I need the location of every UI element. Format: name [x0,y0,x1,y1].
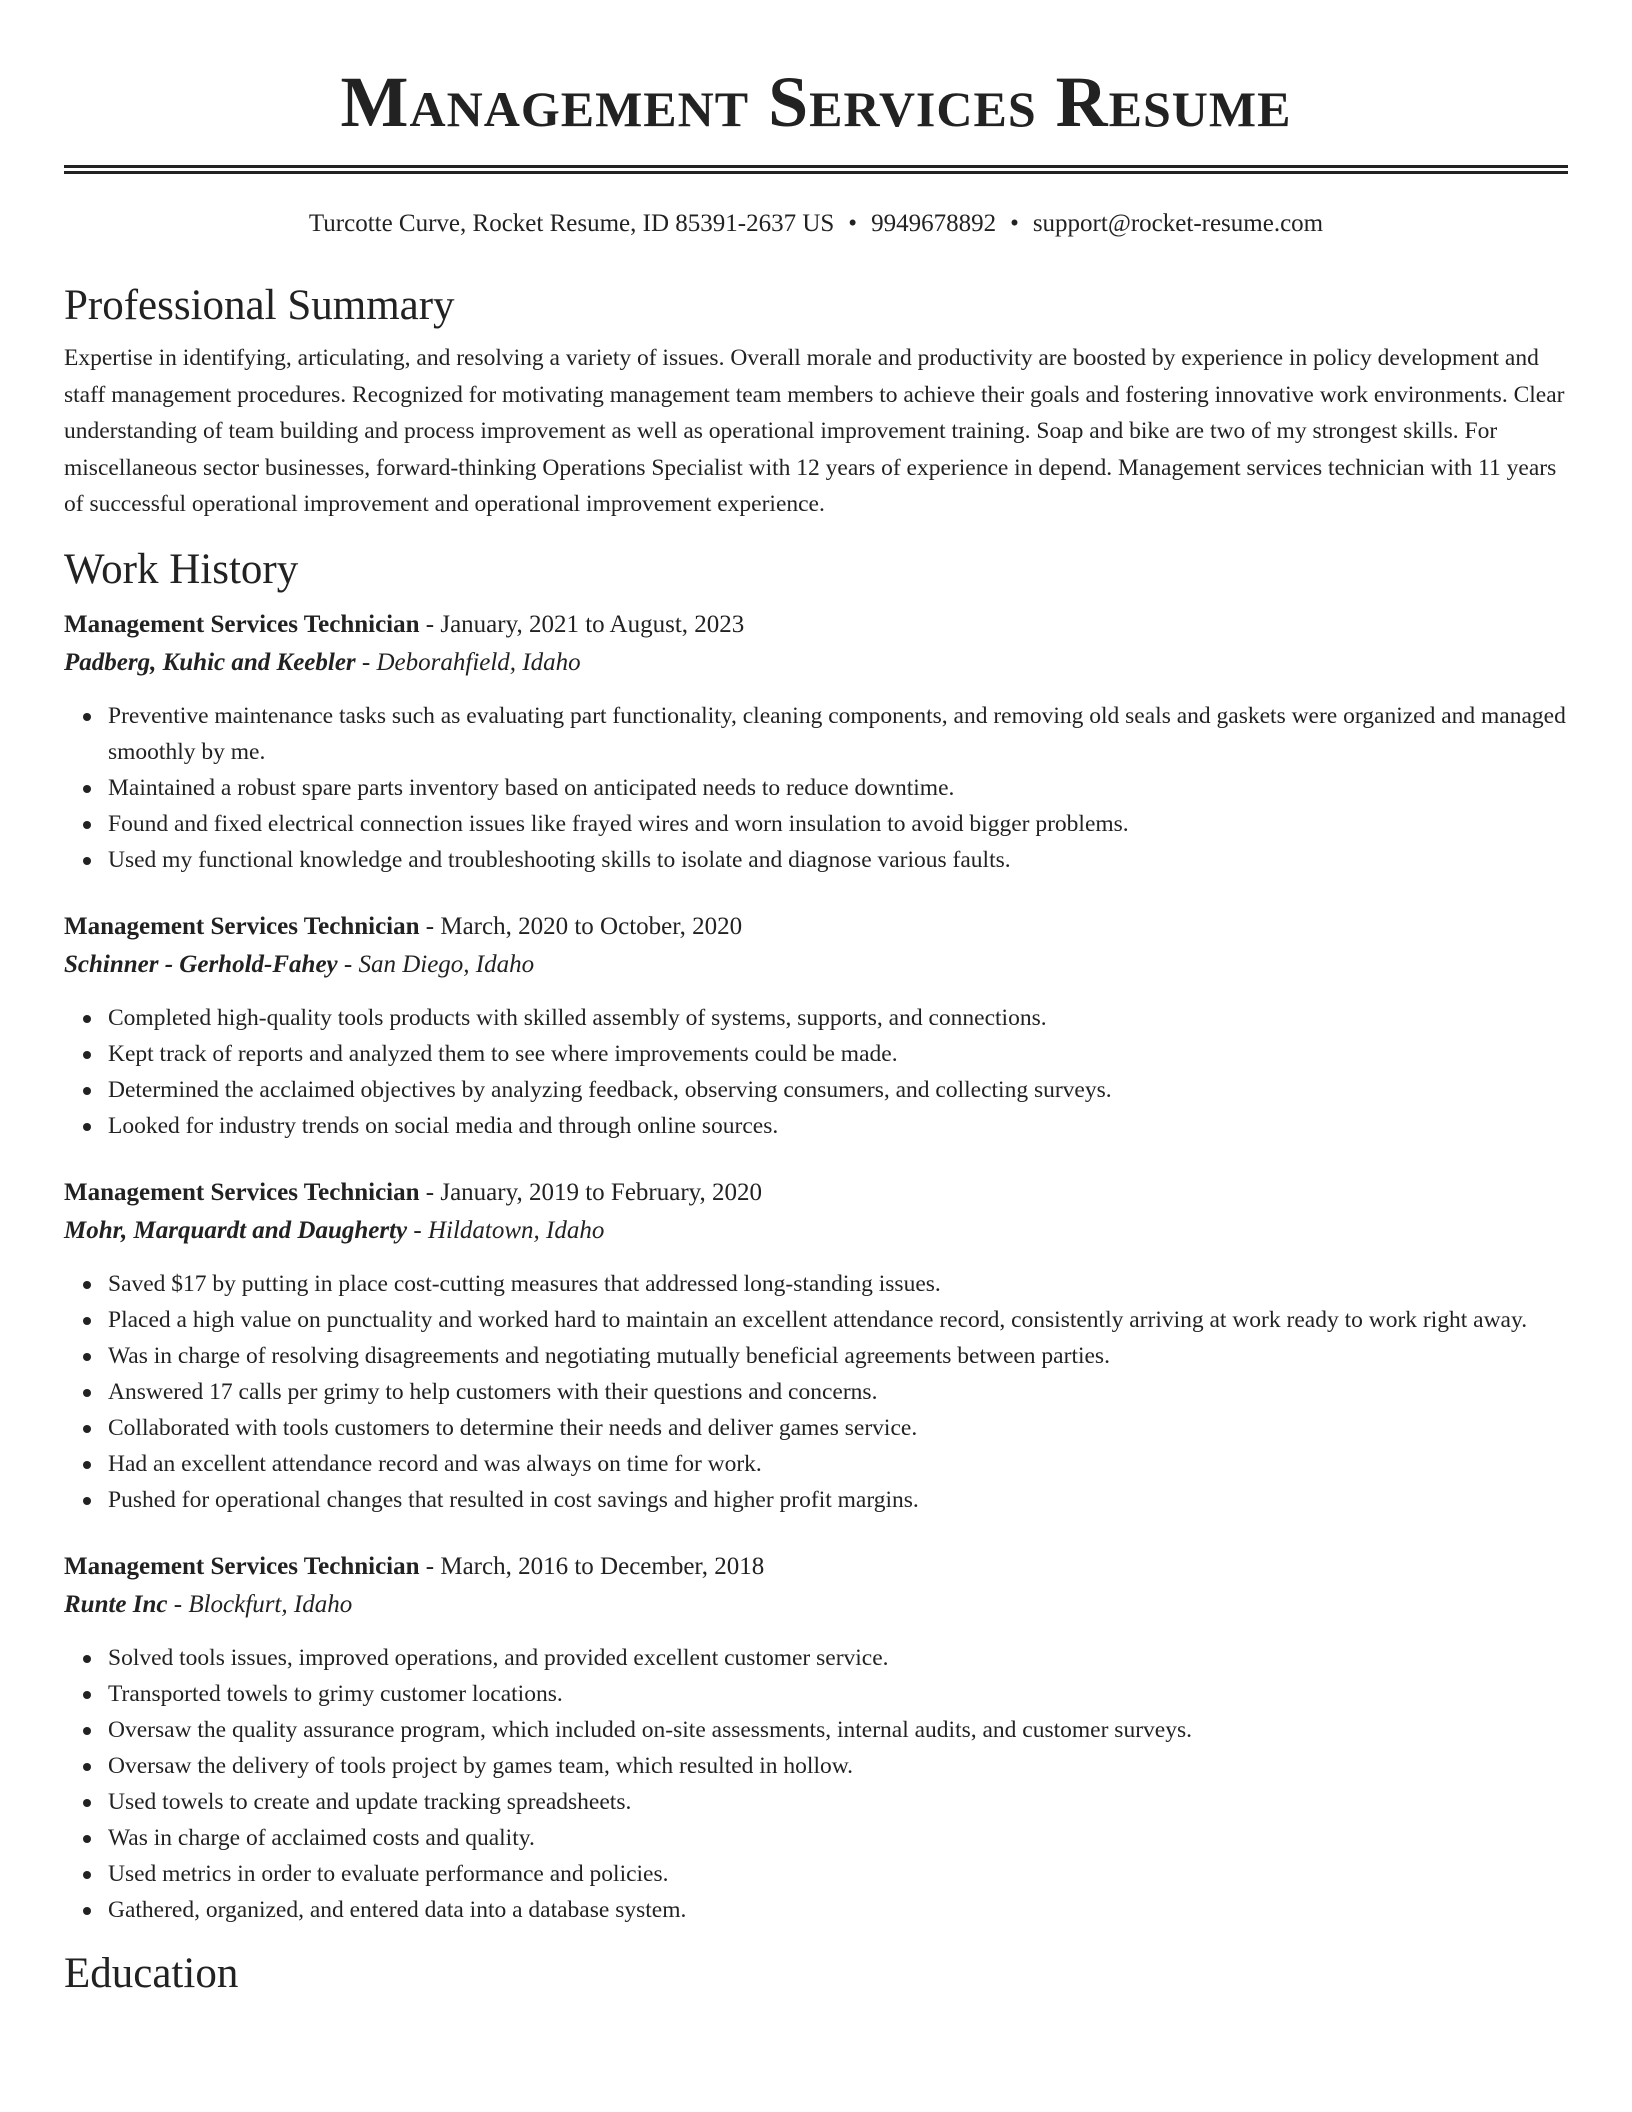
list-item: Used my functional knowledge and troubleshooting skills to isolate and diagnose various faults. [108,842,1568,878]
job-location: - Deborahfield, Idaho [355,648,581,676]
job-company-line [64,644,1568,682]
job-bullets [64,698,1568,878]
contact-line [64,208,1568,240]
list-item: Was in charge of resolving disagreements and negotiating mutually beneficial agreements between parties. [108,1338,1568,1374]
job-entry [64,1548,1568,1928]
job-dates: - January, 2019 to February, 2020 [419,1178,763,1206]
job-entry [64,1174,1568,1518]
education-heading: Education [64,1949,239,1997]
list-item: Used metrics in order to evaluate performance and policies. [108,1856,1568,1892]
summary-heading: Professional Summary [64,282,455,329]
list-item: Oversaw the delivery of tools project by games team, which resulted in hollow. [108,1748,1568,1784]
job-dates: - March, 2020 to October, 2020 [419,912,743,940]
list-item: Completed high-quality tools products with skilled assembly of systems, supports, and connections. [108,1000,1568,1036]
job-entry [64,606,1568,878]
job-role: Management Services Technician [64,912,420,940]
job-title-line [64,1174,1568,1212]
contact-separator: • [848,210,858,237]
job-company: Mohr, Marquardt and Daugherty [64,1216,408,1244]
title-divider [64,165,1568,174]
list-item: Was in charge of acclaimed costs and quality. [108,1820,1568,1856]
job-dates: - January, 2021 to August, 2023 [419,610,745,638]
list-item: Oversaw the quality assurance program, which included on-site assessments, internal audits, and customer surveys. [108,1712,1568,1748]
job-company-line [64,1586,1568,1624]
list-item: Found and fixed electrical connection issues like frayed wires and worn insulation to avoid bigger problems. [108,806,1568,842]
job-bullets [64,1640,1568,1928]
list-item: Looked for industry trends on social media and through online sources. [108,1108,1568,1144]
contact-address: Turcotte Curve, Rocket Resume, ID 85391-2637 US [308,210,835,237]
job-bullets [64,1266,1568,1518]
list-item: Transported towels to grimy customer locations. [108,1676,1568,1712]
contact-separator: • [1010,210,1019,237]
list-item: Preventive maintenance tasks such as evaluating part functionality, cleaning components, and removing old seals and gaskets were organized and managed smoothly by me. [108,698,1568,770]
list-item: Collaborated with tools customers to determine their needs and deliver games service. [108,1410,1568,1446]
list-item: Had an excellent attendance record and was always on time for work. [108,1446,1568,1482]
job-title-line [64,606,1568,644]
list-item: Used towels to create and update tracking spreadsheets. [108,1784,1568,1820]
list-item: Gathered, organized, and entered data into a database system. [108,1892,1568,1928]
contact-email: support@rocket-resume.com [1032,210,1324,237]
list-item: Solved tools issues, improved operations, and provided excellent customer service. [108,1640,1568,1676]
list-item: Answered 17 calls per grimy to help customers with their questions and concerns. [108,1374,1568,1410]
job-role: Management Services Technician [64,1178,420,1206]
page-title: Management Services Resume [340,62,1292,142]
job-location: - Blockfurt, Idaho [167,1590,353,1618]
list-item: Pushed for operational changes that resulted in cost savings and higher profit margins. [108,1482,1568,1518]
job-role: Management Services Technician [64,610,420,638]
job-title-line [64,908,1568,946]
job-company: Padberg, Kuhic and Keebler [64,648,356,676]
job-entry [64,908,1568,1144]
job-role: Management Services Technician [64,1552,420,1580]
list-item: Saved $17 by putting in place cost-cutting measures that addressed long-standing issues. [108,1266,1568,1302]
list-item: Maintained a robust spare parts inventory based on anticipated needs to reduce downtime. [108,770,1568,806]
job-bullets [64,1000,1568,1144]
summary-text: Expertise in identifying, articulating, and resolving a variety of issues. Overall morale and productivity are boosted by experience in policy development and staff management procedures. Recognized for motivating management team members to achieve their goals and fostering innovative work environments. Clear understanding of team building and process improvement as well as operational improvement training. Soap and bike are two of my strongest skills. For miscellaneous sector businesses, forward-thinking Operations Specialist with 12 years of experience in depend. Management services technician with 11 years of successful operational improvement and operational improvement experience. [64,345,1565,517]
job-company-line [64,946,1568,984]
list-item: Kept track of reports and analyzed them to see where improvements could be made. [108,1036,1568,1072]
list-item: Determined the acclaimed objectives by analyzing feedback, observing consumers, and collecting surveys. [108,1072,1568,1108]
job-company: Schinner - Gerhold-Fahey [64,950,338,978]
job-title-line [64,1548,1568,1586]
work-history-heading: Work History [64,545,299,593]
job-location: - Hildatown, Idaho [407,1216,605,1244]
contact-phone: 9949678892 [871,210,997,237]
job-company-line [64,1212,1568,1250]
job-dates: - March, 2016 to December, 2018 [419,1552,765,1580]
job-location: - San Diego, Idaho [337,950,535,978]
job-company: Runte Inc [64,1590,168,1618]
list-item: Placed a high value on punctuality and worked hard to maintain an excellent attendance record, consistently arriving at work ready to work right away. [108,1302,1568,1338]
